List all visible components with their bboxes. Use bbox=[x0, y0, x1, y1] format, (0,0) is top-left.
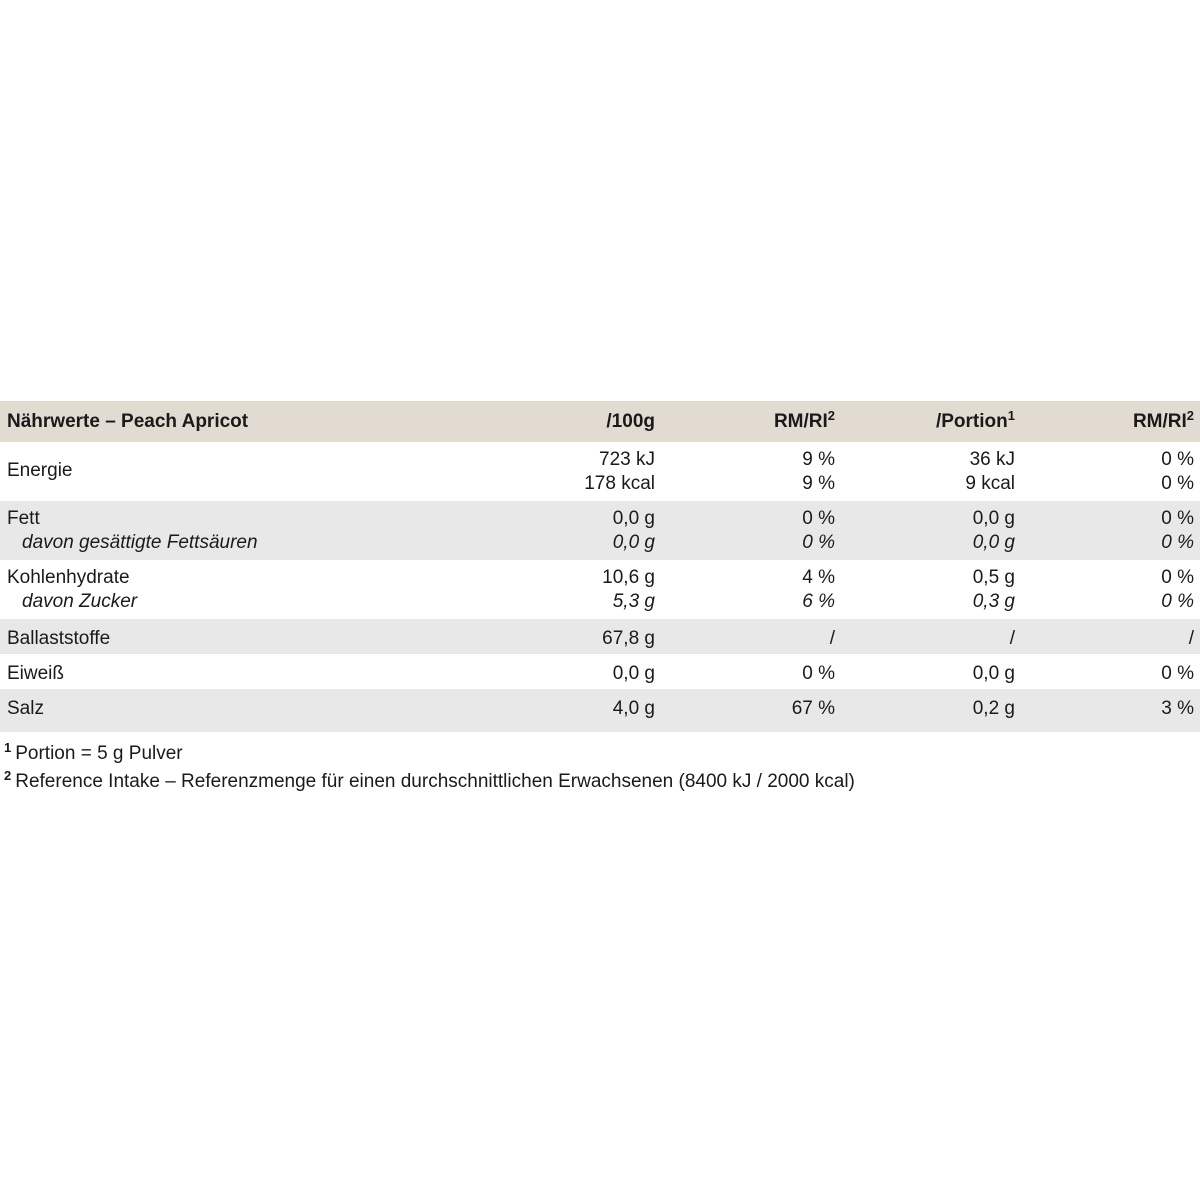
table-row-salz bbox=[0, 689, 1200, 732]
row-label-fett: Fett davon gesättigte Fettsäuren bbox=[7, 508, 258, 553]
salz-rm-portion: 3 % bbox=[1161, 698, 1194, 719]
table-row-ballaststoffe bbox=[0, 619, 1200, 654]
table-row-kohlenhydrate bbox=[0, 560, 1200, 619]
row-label-salz: Salz bbox=[7, 698, 44, 719]
fett-rm-100g: 0 % 0 % bbox=[802, 508, 835, 553]
kohlenhydrate-per-portion: 0,5 g 0,3 g bbox=[972, 567, 1015, 612]
eiweiss-per-portion: 0,0 g bbox=[972, 663, 1015, 684]
table-title: Nährwerte – Peach Apricot bbox=[7, 411, 249, 432]
table-row-eiweiss bbox=[0, 654, 1200, 689]
eiweiss-per-100g: 0,0 g bbox=[612, 663, 655, 684]
eiweiss-rm-portion: 0 % bbox=[1161, 663, 1194, 684]
footnotes bbox=[4, 740, 855, 796]
row-label-ballaststoffe: Ballaststoffe bbox=[7, 628, 111, 649]
energie-rm-100g: 9 % 9 % bbox=[802, 449, 835, 494]
kohlenhydrate-rm-100g: 4 % 6 % bbox=[802, 567, 835, 612]
row-label-kohlenhydrate: Kohlenhydrate davon Zucker bbox=[7, 567, 138, 612]
ballaststoffe-per-portion: / bbox=[1009, 628, 1015, 649]
ballaststoffe-rm-portion: / bbox=[1188, 628, 1194, 649]
energie-per-portion: 36 kJ 9 kcal bbox=[965, 449, 1015, 494]
footnote-2: $^2$ Reference Intake – Referenzmenge für einen durchschnittlichen Erwachsenen (8400 kJ / 2000 kcal) bbox=[4, 768, 855, 792]
row-sublabel-zucker: davon Zucker bbox=[22, 591, 138, 612]
table-header bbox=[0, 401, 1200, 442]
kohlenhydrate-rm-portion: 0 % 0 % bbox=[1161, 567, 1194, 612]
row-label-eiweiss: Eiweiß bbox=[7, 663, 65, 684]
footnote-1: $^1$ Portion = 5 g Pulver bbox=[4, 740, 183, 764]
energie-per-100g: 723 kJ 178 kcal bbox=[584, 449, 655, 494]
eiweiss-rm-100g: 0 % bbox=[802, 663, 835, 684]
fett-per-portion: 0,0 g 0,0 g bbox=[972, 508, 1015, 553]
col-header-rm-ri-100g: $RM/RI^2$ bbox=[773, 408, 835, 432]
table-row-energie bbox=[0, 442, 1200, 501]
col-header-rm-ri-portion: $RM/RI^2$ bbox=[1132, 408, 1194, 432]
kohlenhydrate-per-100g: 10,6 g 5,3 g bbox=[602, 567, 655, 612]
nutrition-table bbox=[0, 401, 1200, 732]
col-header-portion: /Portion$^1$ bbox=[935, 408, 1015, 432]
salz-rm-100g: 67 % bbox=[791, 698, 835, 719]
col-header-100g: /100g bbox=[606, 411, 655, 432]
row-sublabel-fettsaeuren: davon gesättigte Fettsäuren bbox=[22, 532, 258, 553]
row-label-energie: Energie bbox=[7, 460, 73, 481]
salz-per-100g: 4,0 g bbox=[612, 698, 655, 719]
fett-rm-portion: 0 % 0 % bbox=[1161, 508, 1194, 553]
ballaststoffe-per-100g: 67,8 g bbox=[602, 628, 655, 649]
energie-rm-portion: 0 % 0 % bbox=[1161, 449, 1194, 494]
table-row-fett bbox=[0, 501, 1200, 560]
fett-per-100g: 0,0 g 0,0 g bbox=[612, 508, 655, 553]
salz-per-portion: 0,2 g bbox=[972, 698, 1015, 719]
ballaststoffe-rm-100g: / bbox=[829, 628, 835, 649]
